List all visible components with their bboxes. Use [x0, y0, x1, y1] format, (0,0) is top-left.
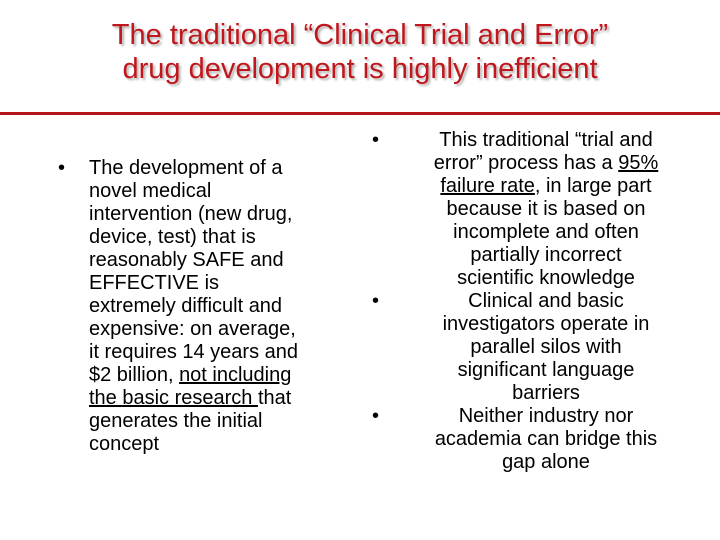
title-divider	[0, 112, 720, 115]
left-text-line: novel medical	[89, 180, 212, 202]
bullet-icon: •	[372, 405, 380, 427]
left-text-line: concept	[89, 433, 160, 455]
bullet-icon: •	[372, 290, 380, 312]
right-text-line: academia can bridge this	[434, 428, 658, 450]
right-text-line: This traditional “trial and	[439, 129, 653, 151]
right-text-line: investigators operate in	[442, 313, 650, 335]
right-text-line	[400, 175, 692, 198]
right-text-segment: , in large part	[534, 175, 652, 197]
left-text-segment: that	[257, 387, 292, 409]
right-text-line: scientific knowledge	[457, 267, 635, 289]
left-text-line: intervention (new drug,	[89, 203, 293, 225]
left-text-line: generates the initial	[89, 410, 263, 432]
right-text-segment: error” process has a	[433, 152, 619, 174]
slide-title-line-1: The traditional “Clinical Trial and Error”	[111, 19, 609, 51]
right-text-line: significant language	[457, 359, 635, 381]
underlined-text: the basic research	[89, 387, 258, 409]
right-bullet-item-3	[372, 405, 692, 474]
slide-title	[0, 18, 720, 86]
bullet-icon: •	[372, 129, 380, 151]
left-text-line: it requires 14 years and	[89, 341, 299, 363]
right-text-line: because it is based on	[446, 198, 646, 220]
right-text-line: incomplete and often	[453, 221, 639, 243]
right-text-line: gap alone	[502, 451, 590, 473]
left-text-line: The development of a	[89, 157, 283, 179]
underlined-text: not including	[179, 364, 292, 386]
left-text-line: extremely difficult and	[89, 295, 283, 317]
right-text-line	[400, 152, 692, 175]
left-text-segment: $2 billion,	[89, 364, 180, 386]
underlined-text: 95%	[618, 152, 659, 174]
right-text-line: parallel silos with	[470, 336, 622, 358]
left-text-line: EFFECTIVE is	[89, 272, 220, 294]
left-text-line: reasonably SAFE and	[89, 249, 284, 271]
left-text-line	[89, 364, 348, 387]
left-text-line: expensive: on average,	[89, 318, 296, 340]
underlined-text: failure rate	[440, 175, 535, 197]
right-text-line: barriers	[512, 382, 580, 404]
left-bullet-item	[58, 157, 348, 456]
right-bullet-item-1	[372, 129, 692, 290]
right-text-line: Clinical and basic	[468, 290, 624, 312]
left-text-line: device, test) that is	[89, 226, 256, 248]
right-text-line: Neither industry nor	[458, 405, 634, 427]
left-text-line	[89, 387, 348, 410]
right-bullet-item-2	[372, 290, 692, 405]
left-column	[58, 157, 348, 456]
bullet-icon: •	[58, 157, 66, 179]
slide-title-line-2: drug development is highly inefficient	[122, 53, 598, 85]
right-text-line: partially incorrect	[470, 244, 622, 266]
right-column	[372, 129, 692, 474]
